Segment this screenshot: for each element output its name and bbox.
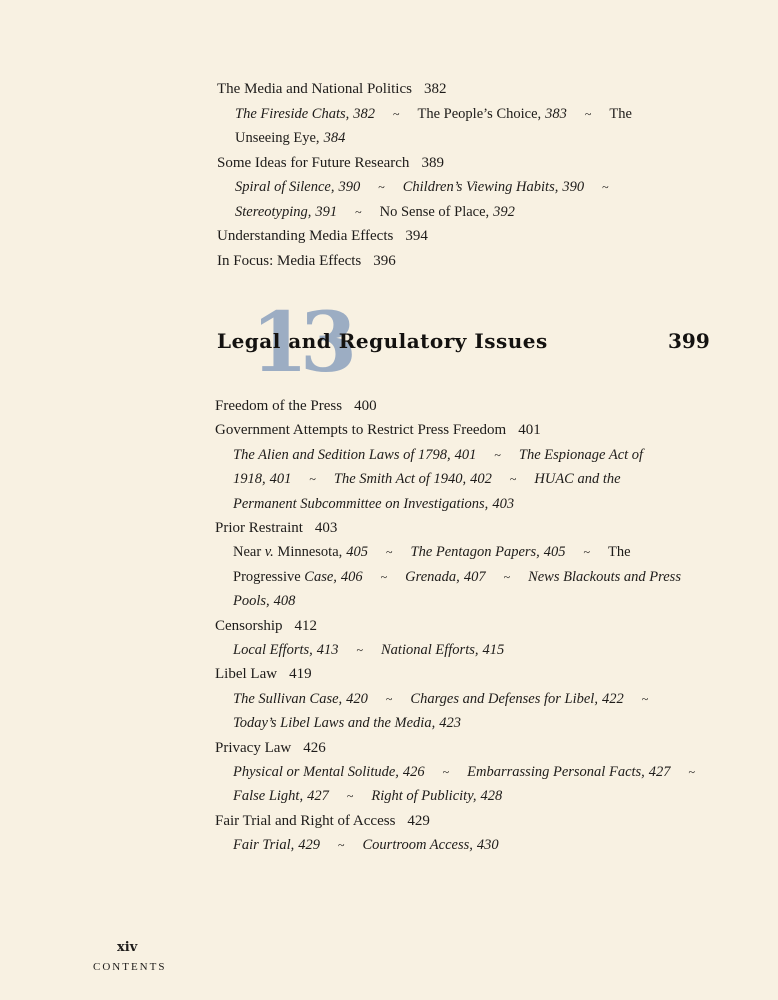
toc-subentry-title: Unseeing Eye, [235, 130, 320, 146]
toc-page-number: 422 [601, 690, 624, 707]
toc-subentry-title: No Sense of Place, [379, 203, 490, 220]
toc-subentry-title: Local Efforts, [233, 642, 313, 658]
toc-subentry-title: Stereotyping, [235, 203, 312, 220]
toc-subentry-title: Progressive [233, 568, 305, 585]
toc-heading-title: Libel Law [215, 666, 278, 683]
toc-page-number: 430 [476, 837, 499, 854]
toc-page-number: 427 [648, 764, 671, 780]
toc-subentry-line [233, 447, 643, 464]
toc-subentry-title: False Light, [233, 788, 304, 805]
toc-page-number: 412 [294, 617, 317, 634]
toc-page-number: 390 [338, 179, 361, 195]
toc-page-number: 392 [493, 203, 515, 220]
toc-subentry-title: The Sullivan Case, [233, 690, 343, 707]
toc-subentry-line [233, 837, 499, 854]
toc-page-number: 415 [482, 642, 505, 658]
toc-page-number: 406 [340, 568, 363, 585]
toc-page-number: 403 [314, 520, 338, 536]
toc-page-number: 405 [543, 544, 566, 561]
toc-subentry-title: Today’s Libel Laws and the Media, [233, 715, 436, 732]
toc-subentry-line [233, 496, 514, 513]
toc-page-number: 382 [353, 105, 376, 122]
toc-subentry-title: Near [233, 544, 265, 561]
toc-subentry-title: Right of Publicity, [371, 788, 477, 805]
toc-page-number: 389 [421, 154, 444, 171]
toc-heading-title: In Focus: Media Effects [217, 252, 362, 269]
toc-heading-title: Some Ideas for Future Research [217, 154, 410, 171]
toc-subentry-title: Grenada, [405, 568, 460, 585]
toc-subentry-title: Fair Trial, [233, 837, 295, 854]
toc-page-number: 427 [307, 788, 329, 805]
toc-subentry-title: Permanent Subcommittee on Investigations, [233, 495, 489, 512]
toc-page-number: 384 [323, 130, 346, 146]
toc-page-number: 426 [303, 739, 326, 756]
toc-subentry-title: The People’s Choice, [417, 105, 542, 122]
toc-subentry-line [233, 593, 295, 610]
toc-subentry-line [235, 179, 627, 196]
toc-subentry-line [233, 569, 681, 586]
toc-heading [217, 81, 446, 98]
toc-subentry-line [233, 788, 502, 805]
tilde-separator: ~ [494, 447, 501, 462]
tilde-separator: ~ [503, 569, 511, 584]
toc-page-number: 401 [518, 422, 541, 439]
toc-subentry-line [233, 642, 504, 659]
page-folio: xiv [117, 940, 138, 955]
toc-page-number: 407 [463, 568, 486, 585]
toc-page-number: 413 [316, 642, 339, 658]
toc-heading-title: Freedom of the Press [215, 398, 343, 414]
toc-page-number: 383 [545, 105, 567, 122]
toc-page-number: 423 [439, 715, 461, 732]
toc-heading [215, 666, 312, 683]
toc-page-number: 391 [315, 203, 338, 220]
tilde-separator: ~ [346, 789, 354, 804]
toc-heading-title: Understanding Media Effects [217, 228, 394, 244]
tilde-separator: ~ [584, 106, 592, 121]
toc-page-number: 428 [480, 788, 503, 805]
toc-heading [215, 618, 317, 635]
toc-page-number: 401 [269, 471, 292, 488]
toc-subentry-title: News Blackouts and Press [528, 568, 681, 585]
toc-subentry-line [235, 204, 515, 221]
toc-page-number: 401 [454, 446, 477, 463]
tilde-separator: ~ [602, 180, 609, 194]
toc-subentry-title: Children’s Viewing Habits, [402, 179, 559, 195]
tilde-separator: ~ [583, 545, 591, 560]
toc-page-number: 426 [402, 764, 425, 780]
toc-page-number: 405 [346, 544, 369, 561]
toc-subentry-title: v. [264, 544, 274, 561]
toc-page-number: 402 [470, 471, 492, 488]
toc-heading-title: Government Attempts to Restrict Press Freedom [215, 422, 507, 439]
toc-subentry-title: The Pentagon Papers, [410, 544, 540, 561]
tilde-separator: ~ [385, 691, 393, 706]
tilde-separator: ~ [641, 691, 649, 706]
tilde-separator: ~ [688, 765, 696, 779]
toc-subentry-line [233, 544, 631, 561]
toc-heading-title: The Media and National Politics [217, 81, 412, 97]
toc-heading [215, 813, 430, 830]
toc-page-number: 390 [562, 179, 585, 195]
toc-page-number: 400 [354, 398, 377, 414]
toc-subentry-line [233, 764, 713, 781]
tilde-separator: ~ [355, 204, 362, 219]
toc-subentry-title: Charges and Defenses for Libel, [410, 690, 598, 707]
toc-subentry-title: 1918, [233, 471, 266, 488]
toc-subentry-line [235, 130, 345, 147]
toc-subentry-title: The Alien and Sedition Laws of 1798, [233, 446, 451, 463]
toc-page-number: 382 [423, 81, 447, 97]
toc-subentry-title: Minnesota, [273, 544, 343, 561]
toc-subentry-title: Case, [304, 568, 337, 585]
toc-subentry-title: The Smith Act of 1940, [333, 471, 467, 488]
toc-subentry-title: Spiral of Silence, [235, 179, 335, 195]
toc-page-number: 420 [346, 690, 368, 707]
tilde-separator: ~ [380, 569, 388, 584]
chapter-page-number: 399 [668, 329, 710, 353]
tilde-separator: ~ [386, 545, 393, 560]
tilde-separator: ~ [356, 643, 364, 657]
toc-page-number: 429 [298, 837, 320, 854]
toc-subentry-title: The Espionage Act of [518, 446, 644, 463]
toc-page-number: 396 [373, 252, 396, 269]
toc-subentry-title: Physical or Mental Solitude, [233, 764, 399, 780]
toc-heading [215, 740, 326, 757]
chapter-title: Legal and Regulatory Issues [217, 329, 548, 353]
toc-subentry-title: Courtroom Access, [362, 837, 473, 854]
running-head: CONTENTS [93, 961, 167, 973]
toc-subentry-line [233, 691, 666, 708]
tilde-separator: ~ [442, 765, 450, 779]
toc-subentry-line [233, 715, 461, 732]
tilde-separator: ~ [309, 472, 316, 487]
toc-page-number: 429 [407, 812, 430, 829]
toc-heading [215, 520, 337, 537]
toc-subentry-title: HUAC and the [534, 471, 621, 488]
toc-heading-title: Prior Restraint [215, 520, 303, 536]
chapter-number: 13 [251, 295, 350, 391]
toc-page-number: 403 [492, 495, 515, 512]
toc-heading [217, 155, 444, 172]
toc-subentry-title: Pools, [233, 593, 270, 610]
toc-page-number: 394 [405, 228, 428, 244]
toc-heading-title: Privacy Law [215, 739, 292, 756]
toc-subentry-title: The Fireside Chats, [235, 105, 350, 122]
toc-subentry-title: Embarrassing Personal Facts, [467, 764, 645, 780]
toc-subentry-title: The [609, 105, 632, 122]
toc-heading-title: Fair Trial and Right of Access [215, 812, 396, 829]
toc-subentry-title: National Efforts, [381, 642, 479, 658]
toc-subentry-title: The [608, 544, 631, 561]
toc-subentry-line [235, 106, 632, 123]
tilde-separator: ~ [509, 472, 517, 487]
toc-heading [217, 228, 428, 245]
toc-heading [215, 398, 377, 415]
tilde-separator: ~ [378, 180, 385, 194]
toc-heading [217, 253, 396, 270]
toc-subentry-line [233, 471, 621, 488]
toc-heading [215, 422, 541, 439]
toc-page-number: 408 [273, 593, 296, 610]
tilde-separator: ~ [338, 838, 345, 853]
toc-heading-title: Censorship [215, 617, 283, 634]
toc-page-number: 419 [289, 666, 312, 683]
tilde-separator: ~ [393, 106, 400, 121]
